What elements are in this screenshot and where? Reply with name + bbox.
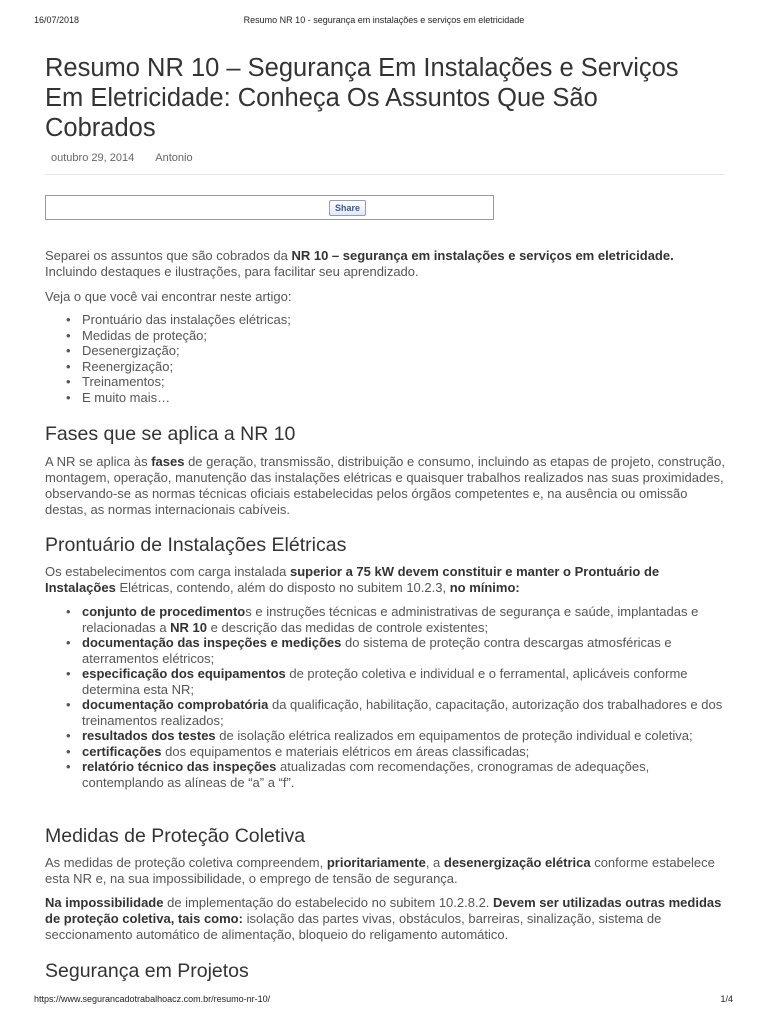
prontuario-text: Os estabelecimentos com carga instalada — [45, 564, 290, 579]
fases-text-end: de geração, transmissão, distribuição e consumo, incluindo as etapas de projeto, construção, montagem, operação, manutenção das instalações elétricas e quaisquer trabalhos realizados nas suas proximidades, observando-se as normas técnicas oficiais estabelecidas pelos órgãos competentes e, na ausência ou omissão destas, as normas internacionais cabíveis. — [45, 454, 725, 517]
prontuario-list — [45, 604, 725, 790]
share-button[interactable]: Share — [329, 200, 366, 216]
medidas-bold-2: desenergização elétrica — [443, 855, 591, 870]
intro-paragraph — [45, 248, 725, 280]
article-date: outubro 29, 2014 — [51, 152, 135, 164]
medidas-bold-3: Na impossibilidade — [45, 895, 164, 910]
intro-text: Separei os assuntos que são cobrados da — [45, 248, 292, 263]
medidas-text-2: de implementação do estabelecido no subitem 10.2.8.2. — [163, 895, 494, 910]
item-bold: documentação comprobatória — [82, 697, 269, 712]
item-bold: documentação das inspeções e medições — [82, 635, 342, 650]
prontuario-bold-end: no mínimo: — [449, 580, 520, 595]
list-item: • Medidas de proteção; — [45, 328, 685, 344]
list-item: • Reenergização; — [45, 359, 685, 375]
prontuario-text-mid: Elétricas, contendo, além do disposto no subitem 10.2.3, — [115, 580, 450, 595]
item-text: do sistema de proteção contra descargas atmosféricas e aterramentos elétricos; — [82, 635, 672, 666]
item-bold: especificação dos equipamentos — [82, 666, 286, 681]
print-url: https://www.segurancadotrabalhoacz.com.br/resumo-nr-10/ — [34, 994, 271, 1004]
fases-paragraph — [45, 454, 725, 518]
item-text: atualizadas com recomendações, cronogramas de adequações, contemplando as alíneas de “a” a “f”. — [82, 759, 650, 790]
share-box — [45, 195, 494, 220]
item-bold: resultados dos testes — [82, 728, 216, 743]
medidas-paragraph-2 — [45, 895, 725, 943]
medidas-bold-4: Devem ser utilizadas outras medidas de proteção coletiva, tais como: — [45, 895, 722, 926]
medidas-text-3: isolação das partes vivas, obstáculos, barreiras, sinalização, sistema de seccionamento automático de alimentação, bloqueio do religamento automático. — [45, 911, 662, 942]
article-meta — [51, 152, 193, 164]
print-date: 16/07/2018 — [34, 15, 80, 25]
list-item — [45, 697, 725, 728]
medidas-text-end: conforme estabelece esta NR e, na sua impossibilidade, o emprego de tensão de segurança. — [45, 855, 715, 886]
item-bold: certificações — [82, 743, 162, 759]
item-bold-2: NR 10 — [170, 619, 208, 635]
list-item: • Desenergização; — [45, 343, 685, 359]
item-text: de proteção coletiva e individual e o ferramental, aplicáveis conforme determina esta NR; — [82, 666, 688, 697]
list-item — [45, 635, 725, 666]
item-bold: relatório técnico das inspeções — [82, 759, 277, 774]
item-text: dos equipamentos e materiais elétricos em áreas classificadas; — [161, 743, 530, 759]
prontuario-paragraph — [45, 564, 725, 596]
intro-bold: NR 10 – segurança em instalações e serviços em eletricidade. — [291, 248, 674, 263]
see-text: Veja o que você vai encontrar neste artigo: — [45, 289, 292, 304]
fases-text: A NR se aplica às — [45, 454, 152, 469]
item-bold: conjunto de procedimento — [82, 604, 246, 619]
article-title: Resumo NR 10 – Segurança Em Instalações e Serviços Em Eletricidade: Conheça Os Assuntos Que São Cobrados — [45, 54, 679, 142]
list-item — [45, 759, 725, 790]
list-item — [45, 604, 725, 635]
item-text: s e instruções técnicas e administrativas de segurança e saúde, implantadas e relacionadas a — [82, 604, 699, 635]
list-item — [45, 744, 725, 760]
list-item — [45, 728, 725, 744]
item-text: de isolação elétrica realizados em equipamentos de proteção individual e coletiva; — [215, 728, 693, 743]
heading-fases: Fases que se aplica a NR 10 — [45, 423, 296, 445]
fases-bold: fases — [151, 454, 185, 469]
toc-list — [45, 312, 685, 405]
article-author[interactable]: Antonio — [155, 152, 193, 164]
medidas-text: As medidas de proteção coletiva compreendem, — [45, 855, 327, 870]
item-text-2: e descrição das medidas de controle existentes; — [207, 619, 489, 635]
medidas-text-mid: , a — [425, 855, 444, 870]
print-page-number: 1/4 — [720, 994, 733, 1004]
heading-projetos: Segurança em Projetos — [45, 960, 249, 982]
heading-prontuario: Prontuário de Instalações Elétricas — [45, 534, 347, 556]
list-item: • Treinamentos; — [45, 374, 685, 390]
list-item — [45, 666, 725, 697]
medidas-paragraph-1 — [45, 855, 725, 887]
heading-medidas: Medidas de Proteção Coletiva — [45, 825, 306, 847]
list-item: • Prontuário das instalações elétricas; — [45, 312, 685, 328]
meta-divider — [45, 174, 725, 175]
print-title: Resumo NR 10 - segurança em instalações e serviços em eletricidade — [243, 15, 525, 25]
intro-text-end: Incluindo destaques e ilustrações, para facilitar seu aprendizado. — [45, 264, 419, 279]
item-text: da qualificação, habilitação, capacitação, autorização dos trabalhadores e dos treinamentos realizados; — [82, 697, 723, 728]
medidas-bold: prioritariamente — [326, 855, 426, 870]
list-item: • E muito mais… — [45, 390, 685, 406]
prontuario-bold: superior a 75 kW devem constituir e manter o Prontuário de Instalações — [45, 564, 660, 595]
